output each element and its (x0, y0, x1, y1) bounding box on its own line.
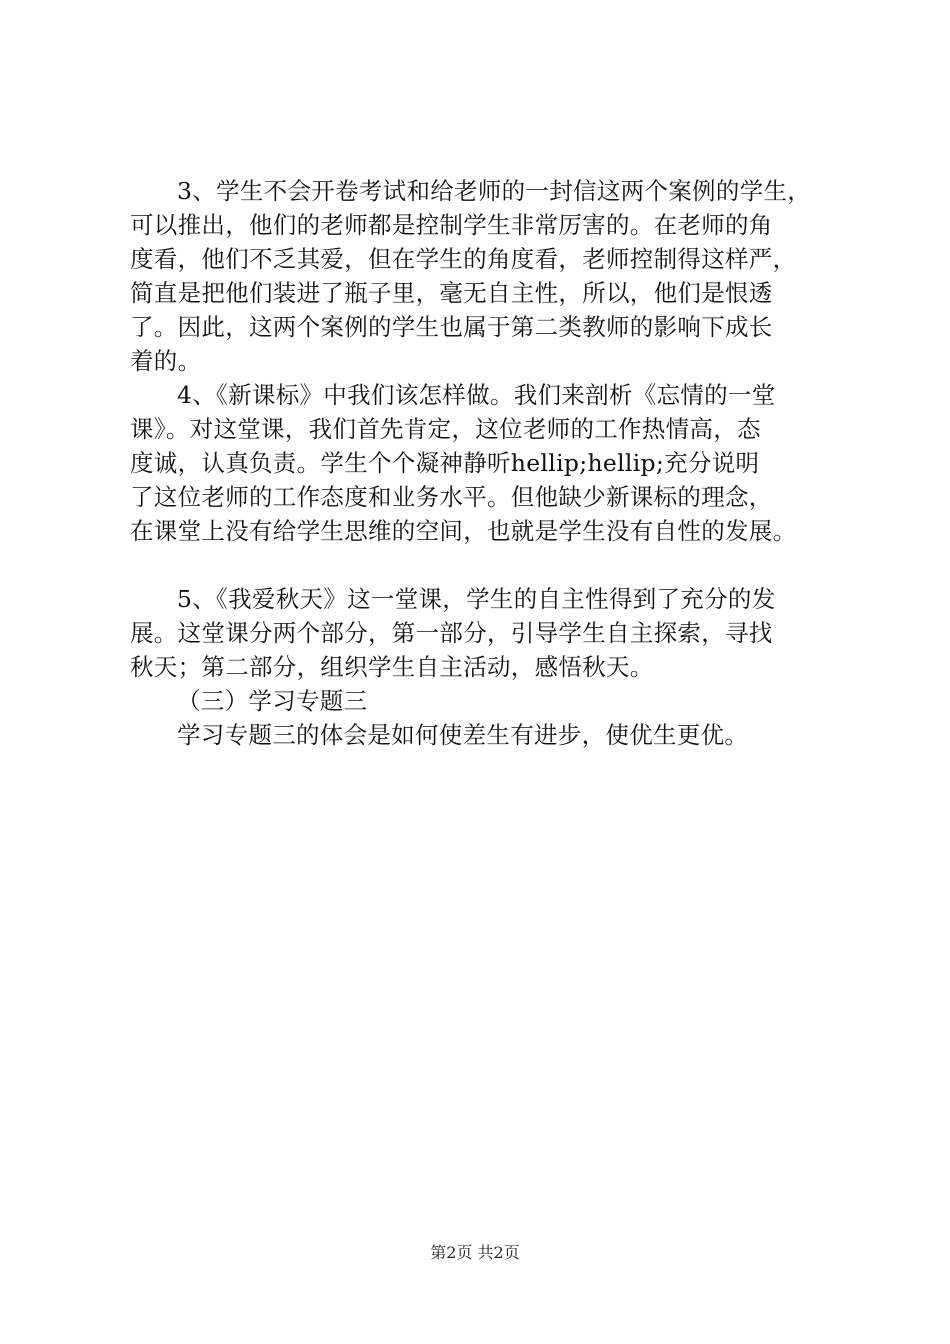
paragraph-3-line-2: 可以推出，他们的老师都是控制学生非常厉害的。在老师的角 (130, 211, 773, 239)
paragraph-3-line-6: 着的。 (130, 347, 202, 375)
paragraph-5-line-1: 5、《我爱秋天》这一堂课，学生的自主性得到了充分的发 (177, 585, 776, 613)
paragraph-4-line-5: 在课堂上没有给学生思维的空间，也就是学生没有自性的发展。 (130, 517, 797, 545)
paragraph-4-line-4: 了这位老师的工作态度和业务水平。但他缺少新课标的理念， (130, 483, 773, 511)
section-paragraph: 学习专题三的体会是如何使差生有进步，使优生更优。 (177, 721, 749, 749)
section-heading: （三）学习专题三 (177, 687, 368, 715)
paragraph-5-line-2: 展。这堂课分两个部分，第一部分，引导学生自主探索，寻找 (130, 619, 773, 647)
paragraph-4-line-1: 4、《新课标》中我们该怎样做。我们来剖析《忘情的一堂 (177, 381, 776, 409)
paragraph-spacer (130, 548, 850, 582)
page-number-footer: 第2页 共2页 (430, 1243, 520, 1262)
document-body (130, 174, 850, 752)
paragraph-3-line-4: 简直是把他们装进了瓶子里，毫无自主性，所以，他们是恨透 (130, 279, 773, 307)
paragraph-5-line-3: 秋天；第二部分，组织学生自主活动，感悟秋天。 (130, 653, 654, 681)
paragraph-4-line-3: 度诚，认真负责。学生个个凝神静听hellip;hellip;充分说明 (130, 449, 760, 477)
paragraph-3-line-3: 度看，他们不乏其爱，但在学生的角度看，老师控制得这样严， (130, 245, 797, 273)
paragraph-3-line-5: 了。因此，这两个案例的学生也属于第二类教师的影响下成长 (130, 313, 773, 341)
paragraph-4-line-2: 课》。对这堂课，我们首先肯定，这位老师的工作热情高，态 (130, 415, 761, 443)
paragraph-3-line-1: 3、学生不会开卷考试和给老师的一封信这两个案例的学生， (177, 177, 812, 205)
